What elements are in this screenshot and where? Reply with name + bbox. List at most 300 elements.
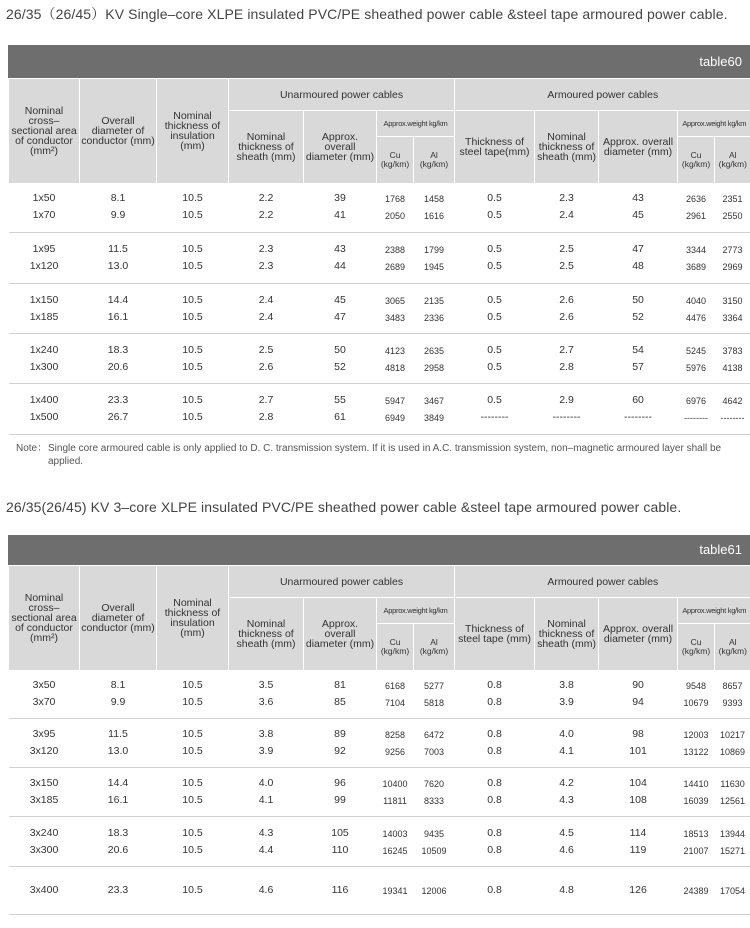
cell-value: 3065 [384,295,406,306]
table-cell [455,817,535,867]
table-cell [414,284,455,334]
cell-value: 4.1 [559,745,574,757]
cell-value: 0.5 [487,243,502,255]
table-row-group [9,384,750,435]
cell-value: 4.1 [258,794,274,806]
cell-value: 4040 [686,295,707,306]
table-cell [80,867,157,915]
cell-value: 5947 [384,396,406,406]
cell-value: 2.6 [258,360,274,373]
table-cell [304,867,377,915]
header-thickness-sheath: Nominal thickness of sheath (mm) [229,598,304,670]
header-thickness-steel-tape: Thickness of steel tape(mm) [455,111,535,183]
header-al: Al (kg/km) [414,137,455,183]
table-cell [678,233,715,284]
table-cell [455,183,535,233]
cell-value: 10.5 [182,695,203,708]
cell-value: 18513 [683,828,709,839]
cell-value: 116 [331,884,349,896]
cell-value: 5277 [424,680,445,691]
cell-value: 10.5 [182,826,203,839]
table-cell [599,817,678,867]
cell-value: 0.8 [487,794,502,806]
cell-value: 3x400 [29,884,59,896]
table-cell [229,384,304,435]
table60-title: 26/35（26/45）KV Single–core XLPE insulated PVC/PE sheathed power cable &steel tape armoured power cable. [6,6,728,22]
header-armoured-cu: Cu (kg/km) [678,137,715,183]
table-cell [80,719,157,768]
header-al: Al (kg/km) [414,624,455,670]
cell-value: 1768 [384,194,406,205]
table-cell [377,817,414,867]
table-cell [9,384,80,435]
table-cell [535,183,599,233]
table-cell [535,334,599,384]
cell-value: 43 [334,243,346,255]
table-cell [377,719,414,768]
table61-title: 26/35(26/45) KV 3–core XLPE insulated PVC/PE sheathed power cable &steel tape armoured power cable. [6,499,682,515]
table-cell [304,817,377,867]
table-cell [80,233,157,284]
cell-value: 4.6 [258,884,274,896]
cell-value: 3849 [424,413,445,423]
cell-value: 92 [334,745,346,757]
table-cell [229,233,304,284]
cell-value: 10.5 [182,192,203,205]
header-thickness-sheath: Nominal thickness of sheath (mm) [229,111,304,183]
table-cell [715,183,750,233]
table-cell [535,768,599,817]
header-unarmoured: Unarmoured power cables [229,79,455,111]
cell-value: 2773 [722,245,743,255]
header-cu: Cu (kg/km) [377,137,414,183]
table61 [8,565,750,915]
cell-value: 85 [334,695,346,708]
table-cell [414,233,455,284]
table-cell [80,183,157,233]
cell-value: 3783 [722,345,743,356]
cell-value: 11630 [720,779,745,789]
table-cell [455,384,535,435]
header-armoured-approx-weight: Approx.weight kg/km [678,598,750,624]
header-thickness-insulation: Nominal thickness of insulation (mm) [157,79,229,183]
table-cell [414,334,455,384]
cell-value: 8.1 [110,192,126,205]
cell-value: 10679 [683,697,709,708]
header-armoured-approx-overall-diameter: Approx. overall diameter (mm) [599,111,678,183]
cell-value: 10.5 [182,360,203,373]
cell-value: 0.5 [487,360,502,373]
table-cell [715,817,750,867]
table-row-group [9,768,750,817]
table-cell [535,233,599,284]
cell-value: 1x300 [29,360,59,373]
cell-value: 5245 [686,345,707,356]
cell-value: 1x95 [32,243,56,255]
table60-label-bar [8,45,750,78]
cell-value: 52 [632,310,644,323]
cell-value: 0.8 [487,695,502,708]
table-cell [229,817,304,867]
cell-value: 6168 [384,680,406,691]
header-thickness-steel-tape: Thickness of steel tape (mm) [455,598,535,670]
table-cell [535,384,599,435]
table-cell [535,817,599,867]
table-cell [377,384,414,435]
cell-value: 0.8 [487,843,502,856]
cell-value: 4642 [722,396,743,406]
cell-value: 3x150 [29,777,59,789]
cell-value: 10.5 [182,411,203,423]
table-row-group [9,867,750,915]
table-cell [80,334,157,384]
cell-value: 3x240 [29,826,59,839]
cell-value: 3x70 [32,695,56,708]
cell-value: 2336 [424,312,445,323]
cell-value: 7003 [424,747,445,757]
cell-value: 2.5 [559,243,574,255]
cell-value: 10.5 [182,260,203,272]
cell-value: 4.2 [559,777,574,789]
table-cell [414,670,455,719]
cell-value: 0.8 [487,777,502,789]
table-cell [304,768,377,817]
cell-value: 0.5 [487,260,502,272]
cell-value: 3.9 [258,745,274,757]
cell-value: 3689 [686,262,707,272]
cell-value: 2.7 [559,343,574,356]
cell-value: 9.9 [110,695,126,708]
cell-value: 10509 [421,845,447,856]
cell-value: 61 [334,411,346,423]
table-cell [715,334,750,384]
table-cell [377,183,414,233]
table-cell [304,183,377,233]
table-cell [678,284,715,334]
cell-value: 0.8 [487,728,502,740]
cell-value: 10.5 [182,794,203,806]
cell-value: 126 [629,884,647,896]
header-armoured-approx-overall-diameter: Approx. overall diameter (mm) [599,598,678,670]
table-row-group [9,817,750,867]
table-cell [599,284,678,334]
cell-value: 8657 [722,680,743,691]
cell-value: 16.1 [107,310,129,323]
cell-value: 2.3 [559,192,574,205]
cell-value: 81 [334,678,346,691]
cell-value: 50 [334,343,346,356]
header-armoured: Armoured power cables [455,79,750,111]
cell-value: 12561 [720,796,746,806]
cell-value: 1616 [424,211,445,222]
table-cell [678,384,715,435]
table-cell [157,719,229,768]
cell-value: 0.8 [487,826,502,839]
cell-value: 4476 [686,312,707,323]
table-cell [304,719,377,768]
cell-value: 1x400 [29,394,59,406]
note-text: Single core armoured cable is only applied to D. C. transmission system. If it is used in A.C. transmission system, non–magnetic armoured layer shall be applied. [48,443,722,467]
table-cell [9,670,80,719]
table-cell [157,867,229,915]
cell-value: 96 [334,777,346,789]
cell-value: 0.5 [487,293,502,306]
cell-value: 54 [632,343,644,356]
header-approx-overall-diameter: Approx. overall diameter (mm) [304,111,377,183]
table-cell [455,867,535,915]
cell-value: 19341 [382,886,408,896]
table-cell [229,284,304,334]
cell-value: 2635 [424,345,445,356]
table-cell [455,334,535,384]
table60-label: table60 [699,54,742,69]
cell-value: 47 [632,243,644,255]
table-cell [599,768,678,817]
table-cell [715,384,750,435]
cell-value: 3467 [424,396,445,406]
cell-value: 1x120 [29,260,59,272]
cell-value: 90 [632,678,644,691]
table-cell [9,284,80,334]
cell-value: 2.2 [258,192,274,205]
table-cell [678,719,715,768]
cell-value: 18.3 [107,826,129,839]
cell-value: 8.1 [110,678,126,691]
table-cell [9,817,80,867]
cell-value: 2388 [384,245,406,255]
table-cell [414,384,455,435]
table-cell [414,817,455,867]
cell-value: 2.4 [258,293,274,306]
table-cell [715,284,750,334]
cell-value: 10.5 [182,678,203,691]
table-cell [414,183,455,233]
table60-body [9,183,750,435]
cell-value: 114 [629,826,647,839]
header-unarmoured: Unarmoured power cables [229,566,455,598]
table-cell [157,670,229,719]
cell-value: 2.6 [559,310,574,323]
cell-value: 23.3 [107,884,129,896]
cell-value: 7104 [384,697,406,708]
cell-value: 5818 [424,697,445,708]
cell-value: 2.3 [258,260,274,272]
table-row-group [9,334,750,384]
cell-value: 14.4 [107,293,129,306]
cell-value: 48 [632,260,644,272]
table-cell [9,334,80,384]
table-cell [9,768,80,817]
table-cell [157,817,229,867]
cell-value: 2.8 [258,411,274,423]
cell-value: 16039 [683,796,709,806]
table-row-group [9,284,750,334]
cell-value: 110 [331,843,349,856]
cell-value: 2.9 [559,394,574,406]
cell-value: 8258 [384,730,406,740]
cell-value: 108 [629,794,647,806]
cell-value: 2.2 [258,209,274,222]
cell-value: 21007 [683,845,709,856]
cell-value: 4818 [384,362,406,373]
cell-value: 119 [629,843,647,856]
table-cell [229,768,304,817]
cell-value: 2.6 [559,293,574,306]
table-cell [229,334,304,384]
cell-value: 11811 [383,796,407,806]
cell-value: 1799 [424,245,445,255]
cell-value: 94 [632,695,644,708]
table-cell [599,670,678,719]
table-cell [377,233,414,284]
header-approx-weight: Approx.weight kg/km [377,598,455,624]
table-cell [80,384,157,435]
cell-value: -------- [624,411,653,423]
cell-value: 10.5 [182,728,203,740]
cell-value: 10869 [720,747,746,757]
table-cell [9,183,80,233]
header-overall-diameter-conductor: Overall diameter of conductor (mm) [80,79,157,183]
cell-value: 4123 [384,345,406,356]
header-cu: Cu (kg/km) [377,624,414,670]
table-cell [229,867,304,915]
cell-value: 2969 [722,262,743,272]
table-cell [157,334,229,384]
cell-value: 2550 [722,211,743,222]
cell-value: 2135 [424,295,445,306]
cell-value: 2.5 [258,343,274,356]
cell-value: 3x50 [32,678,56,691]
table-cell [414,719,455,768]
cell-value: 10.5 [182,293,203,306]
table-cell [715,719,750,768]
header-approx-overall-diameter: Approx. overall diameter (mm) [304,598,377,670]
table-cell [599,233,678,284]
cell-value: 0.8 [487,678,502,691]
table-cell [535,670,599,719]
header-approx-weight: Approx.weight kg/km [377,111,455,137]
table-cell [80,817,157,867]
cell-value: 4.8 [559,884,574,896]
cell-value: 99 [334,794,346,806]
cell-value: 55 [334,394,346,406]
cell-value: 12003 [683,730,709,740]
table-row-group [9,233,750,284]
cell-value: 14003 [382,828,408,839]
cell-value: 44 [334,260,346,272]
table-cell [535,867,599,915]
cell-value: 60 [632,394,644,406]
cell-value: 2.4 [559,209,574,222]
header-armoured-approx-weight: Approx.weight kg/km [678,111,750,137]
cell-value: -------- [480,411,509,423]
cell-value: 2689 [384,262,406,272]
cell-value: 4.5 [559,826,574,839]
cell-value: 11.5 [108,243,128,255]
cell-value: 3.5 [258,678,274,691]
table-cell [455,233,535,284]
cell-value: 6949 [384,413,406,423]
table-cell [377,867,414,915]
table-cell [455,719,535,768]
cell-value: 8333 [424,796,445,806]
cell-value: 104 [629,777,647,789]
table-cell [678,670,715,719]
cell-value: 10217 [720,730,746,740]
table-cell [414,867,455,915]
cell-value: 13.0 [107,260,129,272]
cell-value: 57 [632,360,644,373]
cell-value: 10.5 [182,209,203,222]
table-cell [455,670,535,719]
cell-value: 0.5 [487,343,502,356]
cell-value: 43 [632,192,644,205]
table61-label-bar [8,535,750,565]
cell-value: 1945 [424,262,445,272]
cell-value: 14.4 [107,777,129,789]
table-cell [678,768,715,817]
cell-value: 5976 [686,362,707,373]
cell-value: 0.5 [487,209,502,222]
cell-value: 0.5 [487,310,502,323]
cell-value: 10.5 [182,777,203,789]
note-label: Note： [16,443,48,454]
header-armoured-al: Al (kg/km) [715,137,750,183]
cell-value: 9.9 [110,209,126,222]
cell-value: 1x70 [32,209,56,222]
table-cell [599,867,678,915]
cell-value: 10.5 [182,843,203,856]
cell-value: 16.1 [107,794,129,806]
table-cell [304,334,377,384]
cell-value: 2.8 [559,360,574,373]
cell-value: 2050 [384,211,406,222]
table-cell [377,334,414,384]
cell-value: 4.0 [559,728,574,740]
table-row-group [9,183,750,233]
table61-label: table61 [699,542,742,557]
cell-value: 4138 [722,362,743,373]
cell-value: 89 [334,728,346,740]
table-cell [678,867,715,915]
table-cell [157,183,229,233]
cell-value: 0.8 [487,745,502,757]
cell-value: 52 [334,360,346,373]
table-cell [80,670,157,719]
cell-value: 3150 [722,295,743,306]
cell-value: 12006 [421,886,447,896]
cell-value: 105 [331,826,349,839]
cell-value: 10.5 [182,243,203,255]
cell-value: 3x95 [32,728,56,740]
header-armoured-cu: Cu (kg/km) [678,624,715,670]
table-cell [599,334,678,384]
table60 [8,78,750,435]
cell-value: 9393 [722,697,743,708]
cell-value: 2351 [722,194,743,205]
table-cell [678,183,715,233]
cell-value: 1x50 [32,192,56,205]
table-cell [377,284,414,334]
table61-body [9,670,750,915]
table-row-group [9,670,750,719]
header-armoured-al: Al (kg/km) [715,624,750,670]
cell-value: 45 [334,293,346,306]
cell-value: 4.0 [258,777,274,789]
table-cell [377,768,414,817]
header-thickness-insulation: Nominal thickness of insulation (mm) [157,566,229,670]
cell-value: 7620 [424,779,445,789]
